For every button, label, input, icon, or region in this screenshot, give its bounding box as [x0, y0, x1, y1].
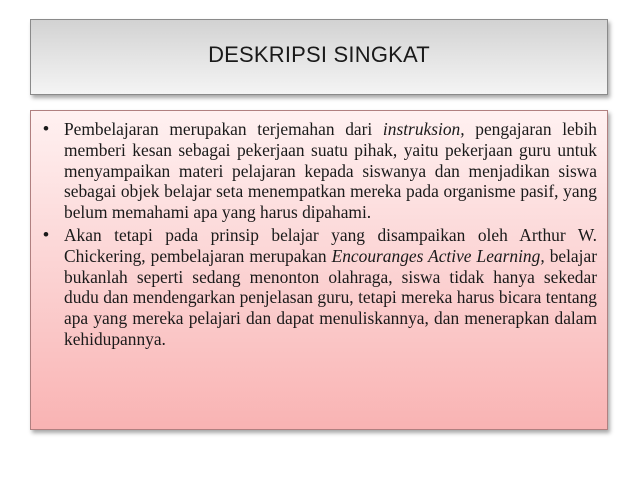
bullet-icon: • — [43, 119, 49, 138]
bullet-2-text-c: belajar bukanlah seperti sedang menonton olahraga, siswa tidak hanya sekedar dudu dan mendengarkan penjelasan guru, tetapi mereka harus bicara tentang apa yang mereka pelajari dan dapat menuliskannya, dan menerapkan dalam kehidupannya. — [64, 245, 597, 349]
title-box — [30, 19, 608, 95]
bullet-1-text-b: instruksion, — [382, 119, 465, 139]
bullet-1-text-a: Pembelajaran merupakan terjemahan dari — [64, 119, 383, 139]
bullet-2-text-b: Encouranges Active Learning, — [331, 245, 545, 266]
bullet-2-text-a: Akan tetapi pada prinsip belajar yang disampaikan oleh Arthur W. Chickering, pembelajaran merupakan — [64, 224, 597, 266]
bullet-icon: • — [43, 224, 49, 244]
bullet-item-1 — [43, 119, 597, 223]
slide-title: DESKRIPSI SINGKAT — [208, 42, 430, 67]
bullet-list — [43, 119, 597, 350]
content-box — [30, 110, 608, 430]
bullet-1-text-c: pengajaran lebih memberi kesan sebagai pekerjaan suatu pihak, yaitu pekerjaan guru untuk menyampaikan materi pelajaran kepada siswanya dan menjadikan siswa sebagai objek belajar seta menempatkan mereka pada organisme pasif, yang belum memahami apa yang harus dipahami. — [64, 119, 597, 223]
bullet-item-2 — [43, 225, 597, 350]
